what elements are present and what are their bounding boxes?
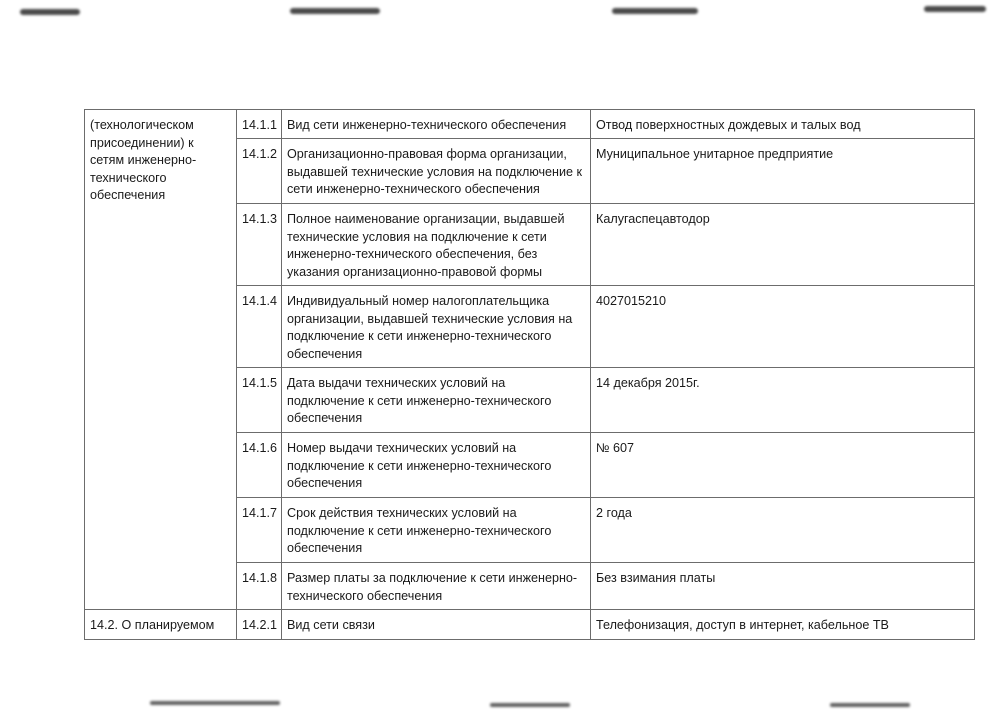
row-label: Индивидуальный номер налогоплательщика организации, выдавшей технические условия на подключение к сети инженерно-технического обеспечения <box>282 286 591 368</box>
row-value: Калугаспецавтодор <box>591 204 975 286</box>
row-number: 14.1.3 <box>237 204 282 286</box>
row-label: Срок действия технических условий на подключение к сети инженерно-технического обеспечения <box>282 498 591 563</box>
row-value: Отвод поверхностных дождевых и талых вод <box>591 110 975 139</box>
row-value: Муниципальное унитарное предприятие <box>591 139 975 204</box>
section-label: (технологическом присоединении) к сетям инженерно-технического обеспечения <box>90 118 197 202</box>
row-value: 14 декабря 2015г. <box>591 368 975 433</box>
row-label: Размер платы за подключение к сети инженерно-технического обеспечения <box>282 563 591 610</box>
row-value: Телефонизация, доступ в интернет, кабельное ТВ <box>591 610 975 640</box>
table-row <box>85 110 975 139</box>
scan-artifact <box>150 701 280 705</box>
row-number: 14.1.2 <box>237 139 282 204</box>
scan-artifact <box>290 8 380 14</box>
tech-conditions-table <box>84 109 975 640</box>
row-number: 14.1.1 <box>237 110 282 139</box>
scan-artifact <box>490 703 570 707</box>
row-value: 4027015210 <box>591 286 975 368</box>
table-row <box>85 610 975 640</box>
row-label: Организационно-правовая форма организации, выдавшей технические условия на подключение к сети инженерно-технического обеспечения <box>282 139 591 204</box>
row-value: № 607 <box>591 433 975 498</box>
row-number: 14.1.5 <box>237 368 282 433</box>
row-value: 2 года <box>591 498 975 563</box>
section-label-cell <box>85 110 237 610</box>
row-number: 14.2.1 <box>237 610 282 640</box>
row-label: Вид сети связи <box>282 610 591 640</box>
scan-artifact <box>924 6 986 12</box>
row-number: 14.1.8 <box>237 563 282 610</box>
row-label: Номер выдачи технических условий на подключение к сети инженерно-технического обеспечения <box>282 433 591 498</box>
row-label: Полное наименование организации, выдавшей технические условия на подключение к сети инженерно-технического обеспечения, без указания организационно-правовой формы <box>282 204 591 286</box>
row-number: 14.1.4 <box>237 286 282 368</box>
scan-artifact <box>20 9 80 15</box>
scan-artifact <box>612 8 698 14</box>
row-label: Дата выдачи технических условий на подключение к сети инженерно-технического обеспечения <box>282 368 591 433</box>
scan-artifact <box>830 703 910 707</box>
row-number: 14.1.6 <box>237 433 282 498</box>
row-number: 14.1.7 <box>237 498 282 563</box>
row-value: Без взимания платы <box>591 563 975 610</box>
row-label: Вид сети инженерно-технического обеспечения <box>282 110 591 139</box>
section-label: 14.2. О планируемом <box>85 610 237 640</box>
